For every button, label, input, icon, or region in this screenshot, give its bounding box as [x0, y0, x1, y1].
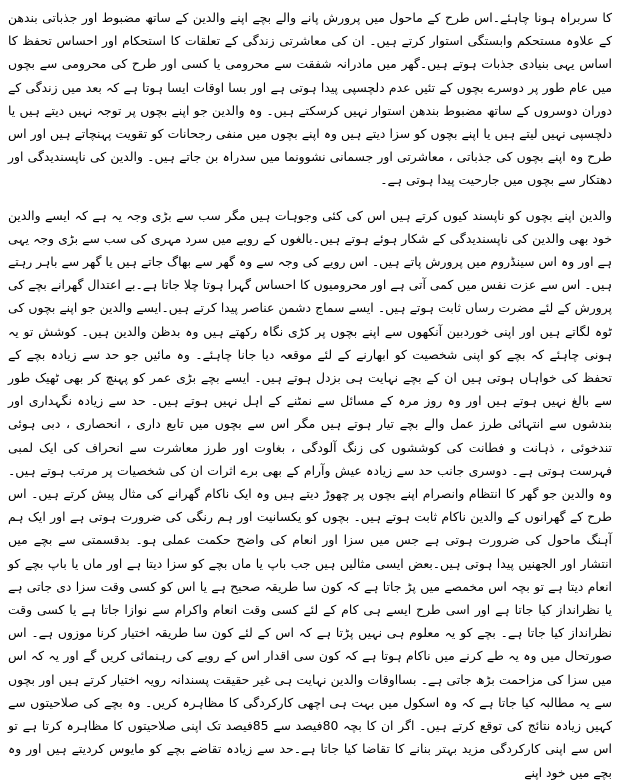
article-paragraph-2: والدین اپنے بچوں کو ناپسند کیوں کرتے ہیں اس کی کئی وجوہات ہیں مگر سب سے بڑی وجہ یہ ہے کہ ایسے والدین خود بھی والدین کی ناپسندیدگی کے شکار ہوئے ہوتے ہیں۔بالغوں کے رویے میں سرد مہری کی سب سے بڑی وجہ یہی ہے اور وہ اس سینڈروم میں پرورش پاتے ہیں۔ اس رویے کی وجہ سے وہ گھر سے بھاگ جاتے ہیں یا گھر سے باہر رہتے ہیں۔ اس سے عزت نفس میں کمی آتی ہے اور محرومیوں کا احساس گہرا ہوتا چلا جاتا ہے۔بے اعتدال گھرانے بچے کی پرورش کے لئے مضرت رساں ثابت ہوتے ہیں۔ ایسے سماج دشمن عناصر پیدا کرتے ہیں۔ایسے والدین جو اپنے بچوں کی ٹوہ لگاتے ہیں اور اپنی خوردبین آنکھوں سے اپنے بچوں پر کڑی نگاہ رکھتے ہیں وہ بدظن والدین ہیں۔ کوشش تو یہ ہونی چاہئے کہ بچے کو اپنی شخصیت کو ابھارنے کے لئے موقعہ دیا جانا چاہئے۔ وہ مائیں جو حد سے زیادہ بچے کے تحفظ کی خواہاں ہوتی ہیں ان کے بچے نہایت ہی بزدل ہوتے ہیں۔ ایسے بچے بڑی عمر کو پہنچ کر بھی ٹھیک طور سے بالغ نہیں ہوتے ہیں اور وہ روز مرہ کے مسائل سے نمٹنے کے اہل نہیں ہوتے ہیں۔ حد سے زیادہ نگہداری اور بندشوں سے انتہائی طرز عمل والے بچے تیار ہوتے ہیں مگر اس سے بچوں میں تابع داری ، انحصاری ، دبی ہوئی تندخوئی ، ذہانت و فطانت کی کوششوں کی زنگ آلودگی ، بغاوت اور طرز معاشرت سے انحراف کی ایک لمبی فہرست ہوتی ہے۔ دوسری جانب حد سے زیادہ عیش وآرام کے بھی برے اثرات ان کی شخصیات پر مرتب ہوتے ہیں۔ وہ والدین جو گھر کا انتظام وانصرام اپنے بچوں پر چھوڑ دیتے ہیں وہ ایک ناکام گھرانے کی مثال پیش کرتے ہیں۔ اس طرح کے گھرانوں کے والدین ناکام ثابت ہوتے ہیں۔ بچوں کو یکسانیت اور ہم رنگی کی ضرورت ہوتی ہے اور ایک ہم آہنگ ماحول کی ضرورت ہوتی ہے جس میں سزا اور انعام کی واضح حکمت عملی ہو۔ بدقسمتی سے بچے میں انتشار اور الجھنیں پیدا ہوتی ہیں۔بعض ایسی مثالیں ہیں جب باپ یا ماں بچے کو سزا دیتا ہے اور ماں یا باپ بچے کو انعام دیتا ہے تو بچہ اس مخمصے میں پڑ جاتا ہے کہ کون سا طریقہ صحیح ہے یا اس کو کسی وقت سزا دی جاتی ہے یا نظرانداز کیا جاتا ہے اور اسی طرح ایسے ہی کام کے لئے کسی وقت انعام واکرام سے نوازا جاتا ہے یا کسی وقت نظرانداز کیا جاتا ہے۔ بچے کو یہ معلوم ہی نہیں پڑتا ہے کہ اس کے لئے کون سا طریقہ اختیار کرنا موزوں ہے۔ اس صورتحال میں وہ یہ طے کرنے میں ناکام ہوتا ہے کہ کون سی اقدار اس کے رویے کی رہنمائی کریں گے اور یہ کہ اس میں سزا کی مزاحمت بڑھ جاتی ہے۔ بسااوقات والدین نہایت ہی غیر حقیقت پسندانہ رویہ اختیار کرتے ہیں اور بچوں سے یہ مطالبہ کیا جاتا ہے کہ وہ اسکول میں بہت ہی اچھی کارکردگی کا مظاہرہ کریں۔ وہ بچے کی صلاحیتوں سے کہیں زیادہ نتائج کی توقع کرتے ہیں۔ اگر ان کا بچہ 80فیصد سے 85فیصد تک اپنی صلاحیتوں کا مظاہرہ کرتا ہے تو اس سے اپنی کارکردگی مزید بہتر بنانے کا تقاضا کیا جاتا ہے۔حد سے زیادہ تقاضے بچے کو مایوس کردیتے ہیں اور وہ بچے میں خود اپنے — [7, 207, 613, 780]
article-paragraph-1: کا سربراہ ہونا چاہئے۔اس طرح کے ماحول میں پرورش پانے والے بچے اپنے والدین کے ساتھ مضبوط اور جذباتی بندھن کے علاوہ مستحکم وابستگی استوار کرتے ہیں۔ ان کی معاشرتی زندگی کے تعلقات کا استحکام اور احساس تحفظ کا اساس یہی بنیادی جذبات ہوتے ہیں۔گھر میں مادرانہ شفقت سے محرومی یا کسی اور طرح کی محرومی سے بچوں میں عام طور پر دوسرے بچوں کے تئیں عدم دلچسپی پیدا ہوتی ہے اور بسا اوقات ایسا ہوتا ہے کہ بعد میں زندگی کے دوران دوسروں کے ساتھ مضبوط بندھن استوار نہیں کرسکتے ہیں۔ وہ والدین جو اپنے بچوں پر توجہ نہیں دیتے ہیں یا دلچسپی نہیں لیتے ہیں یا اپنے بچوں کو سزا دیتے ہیں وہ اپنے بچوں میں منفی رجحانات کو تقویت پہنچاتے ہیں اور اس طرح وہ اپنے بچوں کی جذباتی ، معاشرتی اور جسمانی نشوونما میں سدراہ بن جاتے ہیں۔ والدین کی ناپسندیدگی اور دھتکار سے بچوں میں جارحیت پیدا ہوتی ہے۔ — [8, 10, 612, 188]
